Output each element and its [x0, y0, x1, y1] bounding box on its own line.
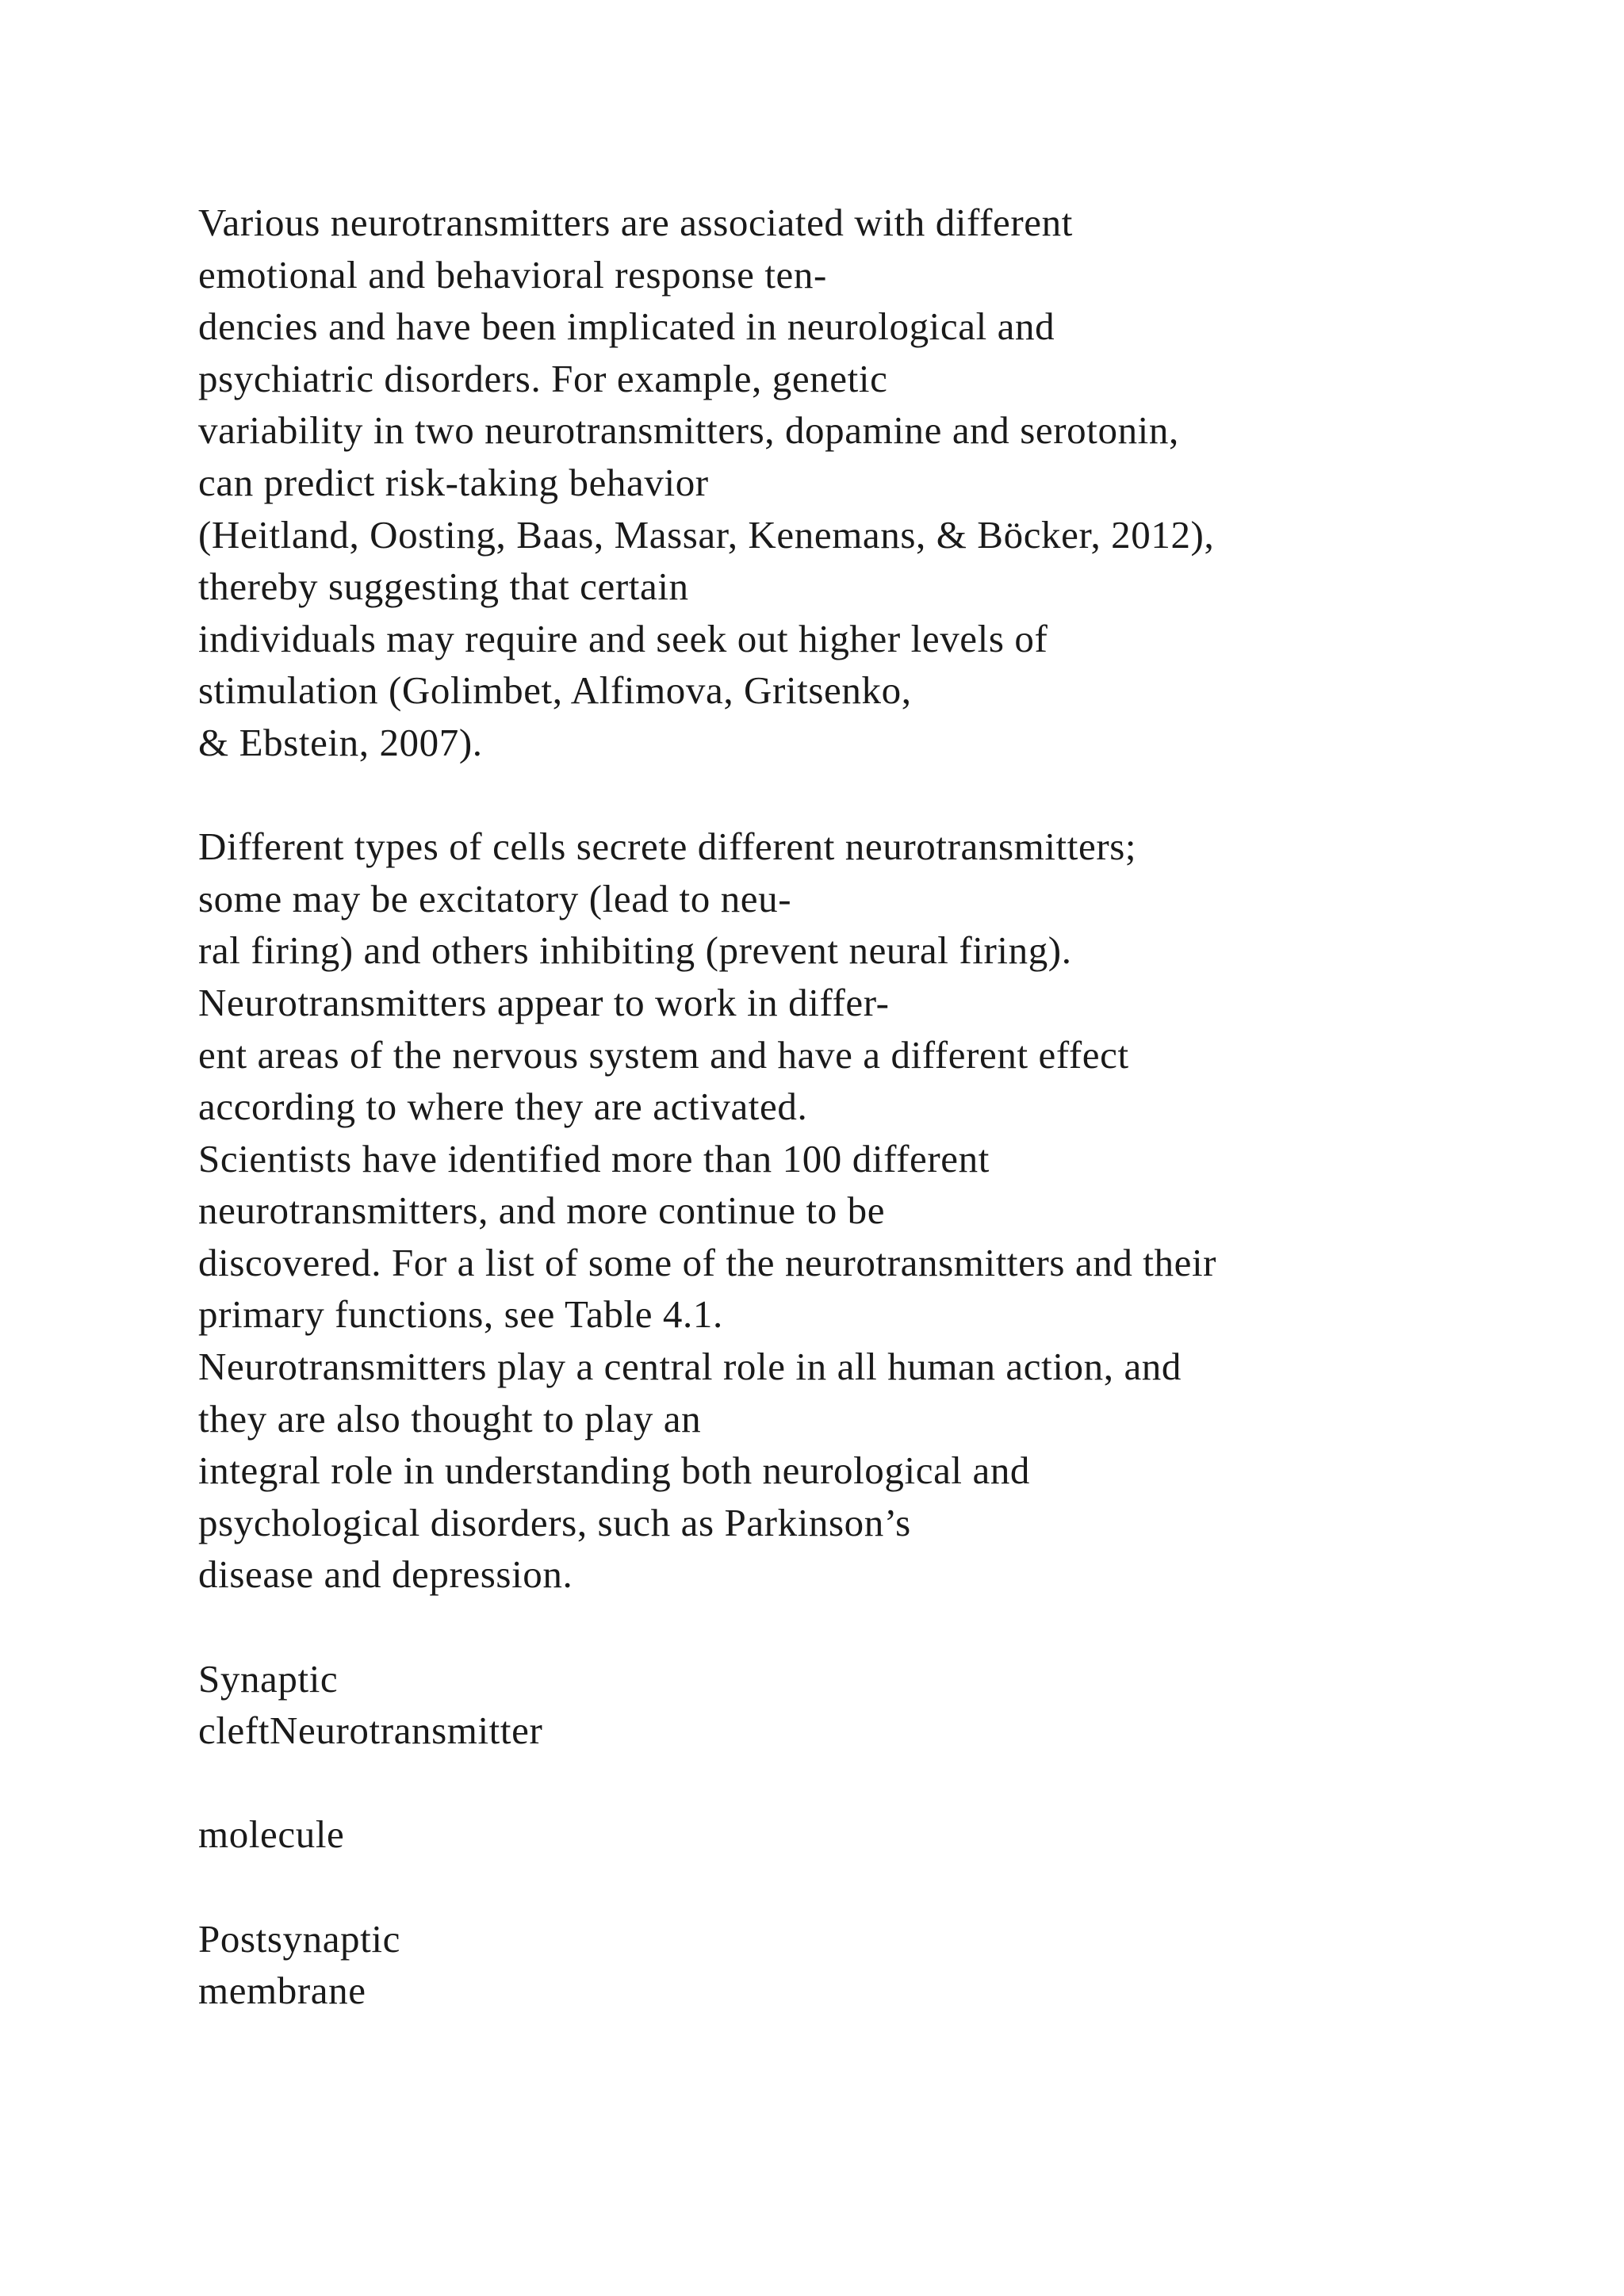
text-line: can predict risk-taking behavior: [198, 460, 709, 504]
document-body-text: [198, 197, 1546, 2017]
text-line: stimulation (Golimbet, Alfimova, Gritsenko,: [198, 668, 912, 713]
figure-label-line: Synaptic: [198, 1656, 339, 1701]
text-line: Scientists have identified more than 100 different: [198, 1136, 990, 1181]
figure-label-line: membrane: [198, 1969, 366, 2013]
text-line: psychological disorders, such as Parkinson’s: [198, 1500, 911, 1544]
text-line: ent areas of the nervous system and have a different effect: [198, 1032, 1129, 1077]
text-line: neurotransmitters, and more continue to be: [198, 1188, 886, 1233]
figure-label-line: Postsynaptic: [198, 1916, 400, 1961]
text-line: variability in two neurotransmitters, dopamine and serotonin,: [198, 408, 1179, 453]
text-line: according to where they are activated.: [198, 1085, 808, 1129]
text-line: they are also thought to play an: [198, 1396, 702, 1441]
text-line: & Ebstein, 2007).: [198, 720, 483, 764]
text-line: integral role in understanding both neurological and: [198, 1448, 1031, 1493]
text-line: some may be excitatory (lead to neu-: [198, 876, 792, 920]
text-line: psychiatric disorders. For example, genetic: [198, 356, 888, 400]
blank-line: [198, 1861, 1546, 1913]
text-line: emotional and behavioral response ten-: [198, 252, 827, 297]
text-line: Neurotransmitters play a central role in all human action, and: [198, 1345, 1182, 1389]
text-line: discovered. For a list of some of the neurotransmitters and their: [198, 1240, 1217, 1284]
blank-line: [198, 1757, 1546, 1809]
figure-label-line: cleftNeurotransmitter: [198, 1709, 543, 1753]
text-line: primary functions, see Table 4.1.: [198, 1292, 723, 1337]
text-line: dencies and have been implicated in neurological and: [198, 304, 1055, 349]
blank-line: [198, 769, 1546, 821]
text-line: ral firing) and others inhibiting (prevent neural firing).: [198, 928, 1072, 973]
text-line: individuals may require and seek out higher levels of: [198, 616, 1048, 660]
text-line: Neurotransmitters appear to work in differ-: [198, 980, 890, 1024]
text-line: (Heitland, Oosting, Baas, Massar, Kenemans, & Böcker, 2012),: [198, 512, 1215, 557]
text-line: disease and depression.: [198, 1552, 573, 1597]
text-line: Various neurotransmitters are associated with different: [198, 201, 1073, 244]
text-line: thereby suggesting that certain: [198, 564, 689, 609]
text-line: Different types of cells secrete different neurotransmitters;: [198, 825, 1137, 869]
blank-line: [198, 1601, 1546, 1653]
figure-label-line: molecule: [198, 1812, 345, 1857]
